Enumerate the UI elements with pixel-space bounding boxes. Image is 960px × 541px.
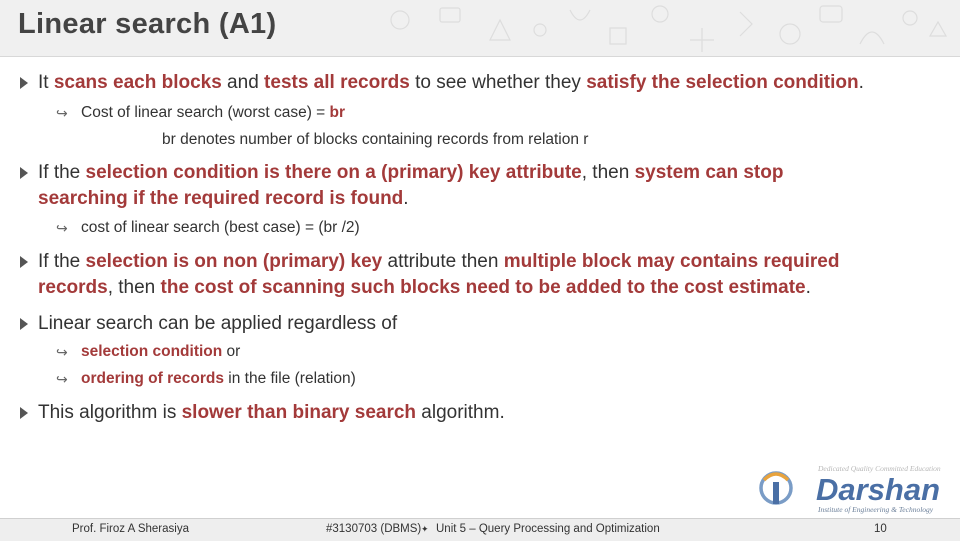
sub-text <box>81 103 345 123</box>
bullet-highlight: selection condition is there on a (primary) key attribute <box>85 162 582 183</box>
bullet-highlight: system can stop <box>634 162 784 183</box>
header-doodle-pattern <box>360 0 960 56</box>
bullet-highlight: slower than binary search <box>181 402 417 423</box>
bullet-text-line1 <box>38 249 839 275</box>
bullet-segment: and <box>221 72 265 93</box>
footer-separator-icon: ✦ <box>421 524 429 534</box>
sub-arrow-icon: ↪ <box>56 105 68 121</box>
sub-label: in the file (relation) <box>223 370 356 387</box>
logo-pillar <box>773 482 779 504</box>
logo-arc <box>764 474 788 480</box>
bullet-primary-key <box>20 160 940 214</box>
bullet-text: Linear search can be applied regardless of <box>38 313 398 334</box>
bullet-non-primary-key <box>20 249 940 303</box>
bullet-text-line1 <box>38 160 783 186</box>
bullet-highlight: tests all records <box>264 72 410 93</box>
bullet-text-line2 <box>38 275 811 301</box>
bullet-highlight: satisfy the selection condition <box>586 72 859 93</box>
sub-text <box>81 342 240 362</box>
footer-unit: Unit 5 – Query Processing and Optimization <box>436 523 660 535</box>
slide-footer <box>0 518 960 541</box>
bullet-segment: If the <box>38 251 86 272</box>
footer-course: #3130703 (DBMS) <box>326 523 422 535</box>
bullet-segment: This algorithm is <box>38 402 182 423</box>
slide-header <box>0 0 960 57</box>
darshan-logo <box>752 460 957 516</box>
footer-author: Prof. Firoz A Sherasiya <box>72 523 189 535</box>
sub-highlight: br <box>329 104 346 121</box>
bullet-segment: . <box>403 188 409 209</box>
sub-arrow-icon: ↪ <box>56 371 68 387</box>
sub-highlight: ordering of records <box>81 370 224 387</box>
bullet-highlight: scans each blocks <box>53 72 222 93</box>
bullet-highlight: the cost of scanning such blocks need to be added to the cost estimate <box>160 277 806 298</box>
bullet-text <box>38 400 505 426</box>
bullet-segment: attribute then <box>382 251 504 272</box>
logo-tagline: Dedicated Quality Committed Education <box>818 464 941 473</box>
bullet-text-line2 <box>38 186 409 212</box>
sub-arrow-icon: ↪ <box>56 344 68 360</box>
bullet-arrow-icon <box>20 407 28 419</box>
bullet-arrow-icon <box>20 256 28 268</box>
bullet-highlight: selection is on non (primary) key <box>85 251 383 272</box>
bullet-text <box>38 70 864 96</box>
bullet-highlight: records <box>38 277 108 298</box>
bullet-segment: If the <box>38 162 86 183</box>
logo-name: Darshan <box>816 472 941 507</box>
bullet-segment: It <box>38 72 54 93</box>
bullet-segment: . <box>858 72 864 93</box>
sub-br-note <box>162 130 588 150</box>
bullet-segment: to see whether they <box>409 72 587 93</box>
sub-text: cost of linear search (best case) = (br /2) <box>81 219 360 236</box>
bullet-arrow-icon <box>20 318 28 330</box>
bullet-segment: , then <box>107 277 161 298</box>
bullet-arrow-icon <box>20 77 28 89</box>
sub-label: or <box>222 343 241 360</box>
page-title: Linear search (A1) <box>18 8 277 40</box>
sub-label: Cost of linear search (worst case) = <box>81 104 330 121</box>
sub-text <box>81 369 356 389</box>
bullet-highlight: searching if the required record is found <box>38 188 404 209</box>
bullet-segment: , then <box>581 162 635 183</box>
logo-institute: Institute of Engineering & Technology <box>818 505 934 514</box>
sub-arrow-icon: ↪ <box>56 220 68 236</box>
bullet-highlight: multiple block may contains required <box>503 251 840 272</box>
bullet-segment: algorithm. <box>416 402 505 423</box>
sub-highlight: selection condition <box>81 343 223 360</box>
footer-page-number: 10 <box>874 523 887 535</box>
sub-note-text: br denotes number of blocks containing records from relation r <box>162 131 589 148</box>
bullet-arrow-icon <box>20 167 28 179</box>
bullet-segment: . <box>805 277 811 298</box>
